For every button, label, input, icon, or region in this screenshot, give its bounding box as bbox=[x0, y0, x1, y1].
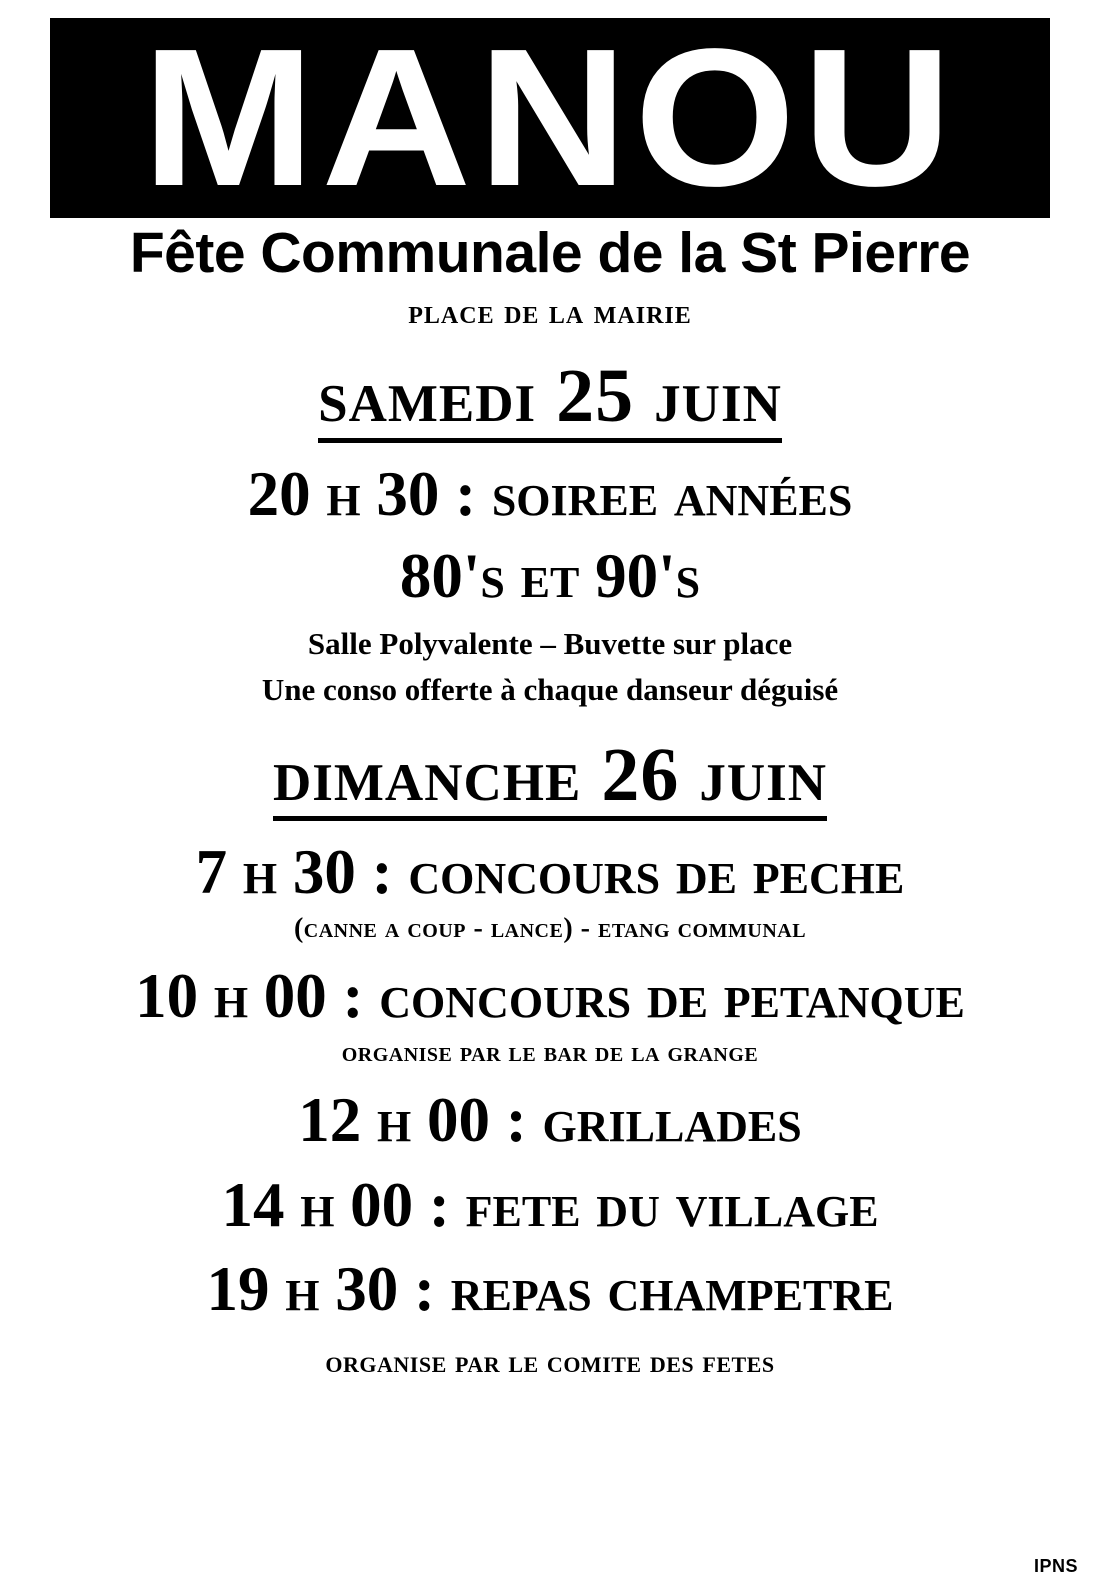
event-time-title: 20 h 30 : soiree années bbox=[247, 458, 853, 529]
poster-location: place de la mairie bbox=[408, 294, 692, 332]
event-note: Une conso offerte à chaque danseur déguisé bbox=[261, 671, 839, 707]
poster-subtitle: Fête Communale de la St Pierre bbox=[129, 221, 971, 285]
event-time-title: 12 h 00 : grillades bbox=[298, 1085, 802, 1156]
poster-footer: organise par le comite des fetes bbox=[325, 1343, 775, 1379]
event-time-title: 19 h 30 : repas champetre bbox=[206, 1253, 894, 1324]
title-banner bbox=[50, 18, 1050, 218]
event-time-title-cont: 80's et 90's bbox=[399, 540, 701, 611]
day-heading: samedi 25 juin bbox=[318, 358, 782, 443]
event-sub-note: (canne a coup - lance) - etang communal bbox=[293, 913, 807, 945]
event-time-title: 10 h 00 : concours de petanque bbox=[135, 961, 965, 1032]
event-time-title: 7 h 30 : concours de peche bbox=[195, 837, 905, 908]
event-sub-note: organise par le bar de la grange bbox=[341, 1037, 759, 1069]
day-heading: dimanche 26 juin bbox=[273, 737, 827, 822]
town-name: MANOU bbox=[141, 18, 959, 218]
day-block-sunday bbox=[30, 711, 1070, 822]
event-time-title: 14 h 00 : fete du village bbox=[221, 1169, 879, 1240]
event-note: Salle Polyvalente – Buvette sur place bbox=[307, 625, 793, 661]
ipns-label: IPNS bbox=[1033, 1556, 1078, 1576]
day-block-saturday bbox=[30, 332, 1070, 443]
